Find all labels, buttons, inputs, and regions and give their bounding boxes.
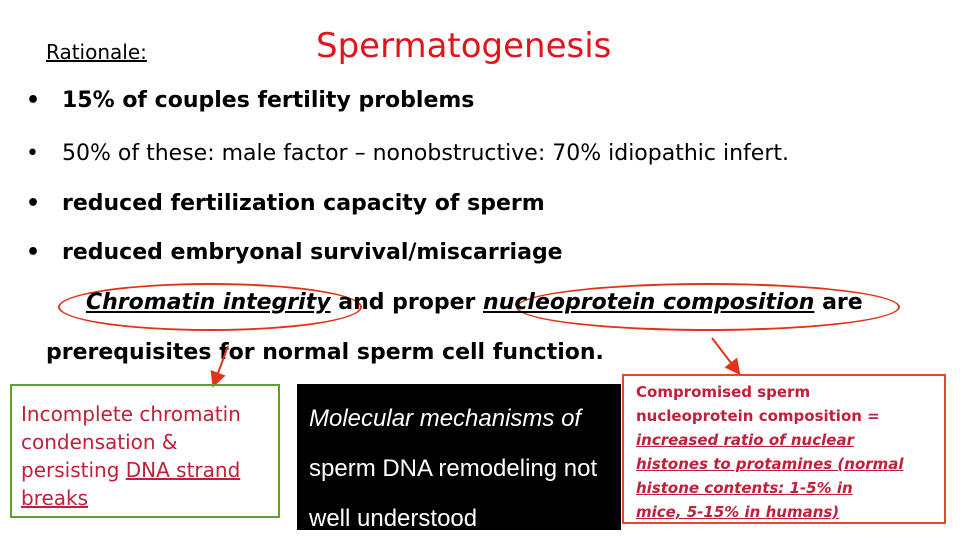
bullet-text: reduced embryonal survival/miscarriage bbox=[62, 240, 563, 265]
center-callout-box: Molecular mechanisms of sperm DNA remodeling not well understood bbox=[297, 384, 621, 530]
bullet-text: 50% of these: male factor – nonobstructive: 70% idiopathic infert. bbox=[62, 141, 789, 166]
right-callout-box: Compromised sperm nucleoprotein composition = increased ratio of nuclear histones to protamines (normal histone contents: 1-5% in mice, 5-15% in humans) bbox=[622, 374, 946, 524]
left-callout-box: Incomplete chromatin condensation & persisting DNA strand breaks bbox=[10, 384, 280, 518]
rationale-label: Rationale: bbox=[46, 40, 147, 64]
bullet-dot: • bbox=[26, 191, 41, 216]
bullet-dot: • bbox=[26, 240, 41, 265]
arrow-right bbox=[712, 338, 738, 372]
term-chromatin-integrity: Chromatin integrity bbox=[86, 290, 331, 315]
bullet-dot: • bbox=[26, 141, 39, 166]
term-nucleoprotein-composition: nucleoprotein composition bbox=[483, 290, 815, 315]
bullet-dot: • bbox=[26, 88, 41, 113]
bullet-text: 15% of couples fertility problems bbox=[62, 88, 475, 113]
slide-title: Spermatogenesis bbox=[316, 26, 612, 66]
statement-line-2: prerequisites for normal sperm cell function. bbox=[46, 340, 604, 365]
arrow-left bbox=[214, 346, 228, 384]
statement-line-1: Chromatin integrity and proper nucleoprotein composition are bbox=[86, 290, 863, 315]
bullet-text: reduced fertilization capacity of sperm bbox=[62, 191, 545, 216]
